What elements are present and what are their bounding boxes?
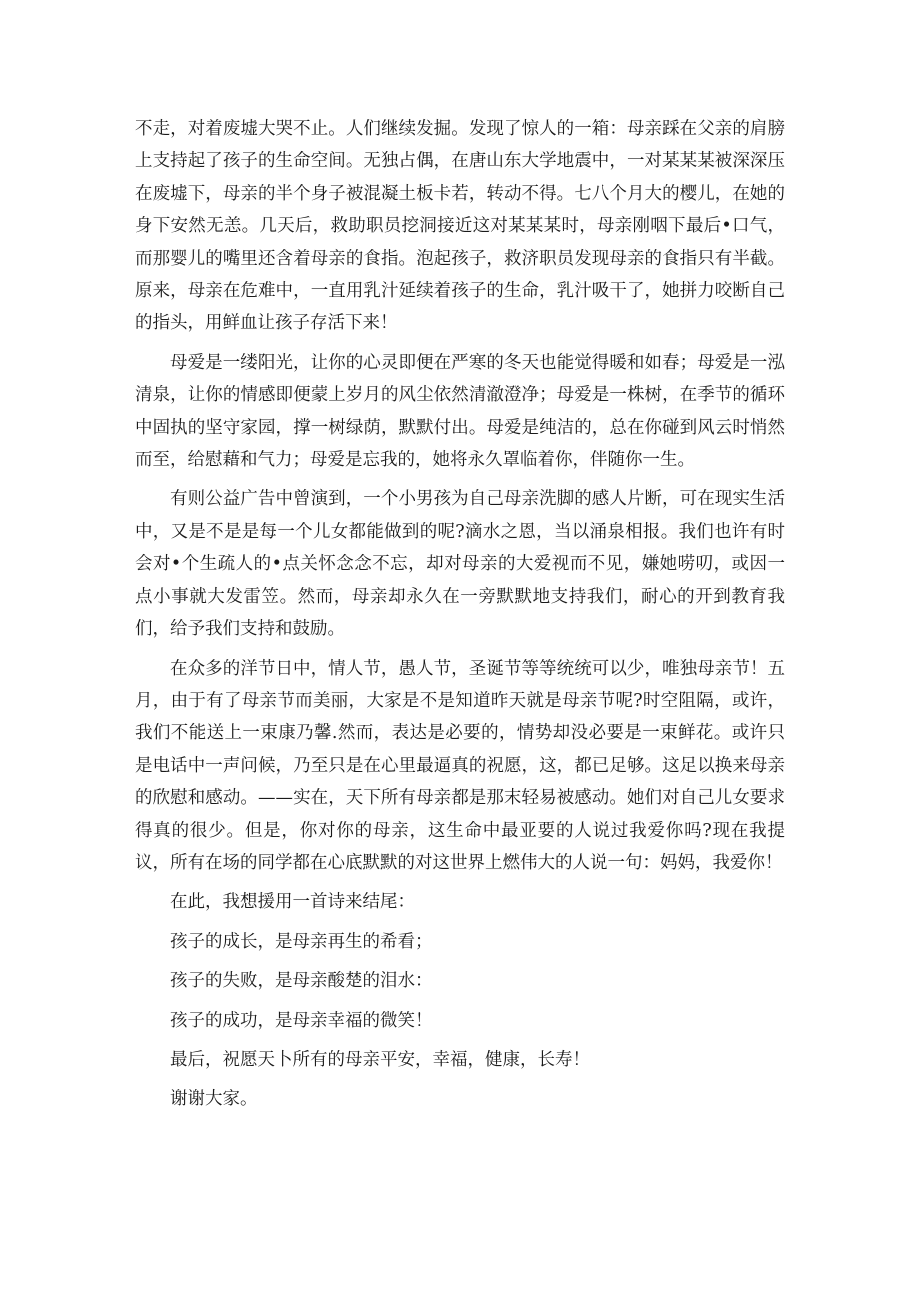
- paragraph-rescue-story: 不走，对着废墟大哭不止。人们继续发掘。发现了惊人的一箱：母亲踩在父亲的肩膀上支持起了孩子的生命空间。无独占偶，在唐山东大学地震中，一对某某某被深深压在废墟下，母亲的半个身子被混凝土板卡若，转动不得。七八个月大的樱儿，在她的身下安然无恙。几天后，救助职员挖洞接近这对某某某时，母亲刚咽下最后•口气，而那婴儿的嘴里还含着母亲的食指。泡起孩子，救济职员发现母亲的食指只有半截。原来，母亲在危难中，一直用乳汁延续着孩子的生命，乳汁吸干了，她拼力咬断自己的指头，用鲜血让孩子存活下来！: [135, 119, 785, 334]
- paragraph-public-service-ad: 有则公益广告中曾演到，一个小男孩为自己母亲洗脚的感人片断，可在现实生活中，又是不是是每一个儿女都能做到的呢?滴水之恩，当以涌泉相报。我们也许有时会对•个生疏人的•点关怀念念不忘，却对母亲的大爱视而不见，嫌她唠叨，或因一点小事就大发雷笠。然而，母亲却永久在一旁默默地支持我们，耐心的开到教育我们，给予我们支持和鼓励。: [135, 489, 785, 640]
- closing-thanks: 谢谢大家。: [170, 1089, 258, 1110]
- poem-line-1: 孩子的成长，是母亲再生的希看；: [170, 931, 433, 952]
- poem-line-2: 孩子的失败，是母亲酸楚的泪水：: [170, 971, 433, 992]
- document-body: [135, 113, 785, 1116]
- paragraph-mother-love-sunshine: 母爱是一缕阳光，让你的心灵即便在严寒的冬天也能觉得暖和如春；母爱是一泓清泉，让你的情感即便蒙上岁月的风尘依然清澈澄净；母爱是一株树，在季节的循环中固执的坚守家园，撑一树绿荫，默默付出。母爱是纯洁的，总在你碰到风云时悄然而至，给慰藉和气力；母爱是忘我的，她将永久罩临着你，伴随你一生。: [135, 352, 785, 471]
- poem-intro-line: 在此，我想援用一首诗来结尾：: [170, 892, 415, 913]
- closing-wishes: 最后，祝愿天卜所有的母亲平安，幸福，健康，长寿！: [170, 1049, 590, 1070]
- poem-line-3: 孩子的成功，是母亲幸福的微笑！: [170, 1010, 433, 1031]
- paragraph-mothers-day: 在众多的洋节日中，情人节，愚人节，圣诞节等等统统可以少，唯独母亲节！五月，由于有了母亲节而美丽，大家是不是知道昨天就是母亲节呢?时空阻隔，或许，我们不能送上一束康乃馨.然而，表达是必要的，情势却没必要是一束鲜花。或许只是电话中一声问候，乃至只是在心里最逼真的祝愿，这，都已足够。这足以换来母亲的欣慰和感动。——实在，天下所有母亲都是那末轻易被感动。她们对自己儿女要求得真的很少。但是，你对你的母亲，这生命中最亚要的人说过我爱你吗?现在我提议，所有在场的同学都在心底默默的对这世界上燃伟大的人说一句：妈妈，我爱你！: [135, 658, 785, 873]
